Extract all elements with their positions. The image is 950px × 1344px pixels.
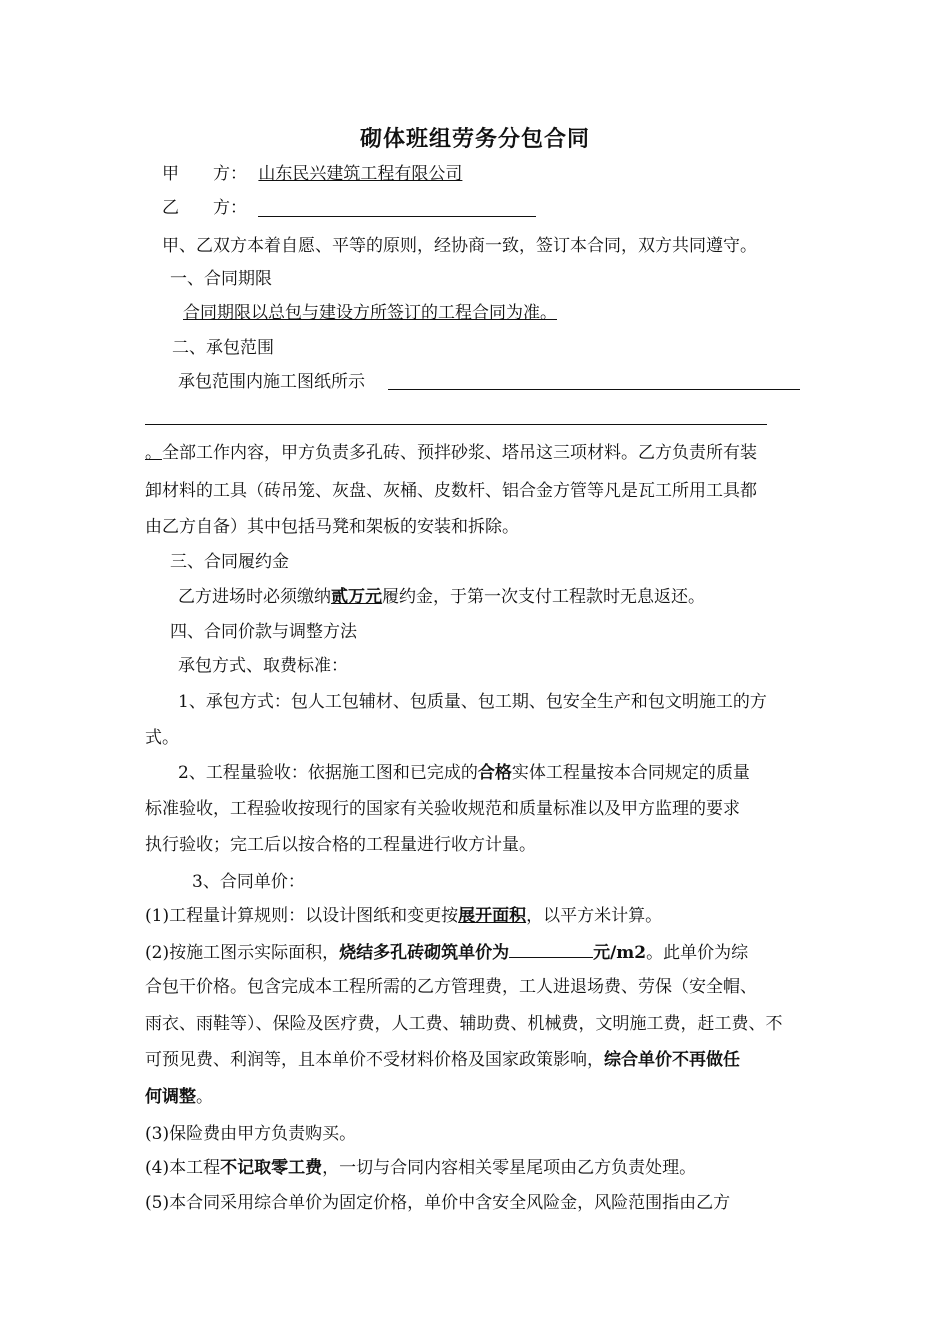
section4-heading: 四、合同价款与调整方法 [170,622,357,642]
scope-line: 承包范围内施工图纸所示 [178,372,365,392]
item2-line2: 标准验收，工程验收按现行的国家有关验收规范和质量标准以及甲方监理的要求 [145,799,740,819]
price-rule-5: (5)本合同采用综合单价为固定价格，单价中含安全风险金，风险范围指由乙方 [145,1193,731,1213]
price-rule-2-line4 [145,1048,740,1072]
term-text: 合同期限以总包与建设方所签订的工程合同为准。 [183,303,557,323]
item2-post: 实体工程量按本合同规定的质量 [511,763,750,783]
deposit-post: 履约金，于第一次支付工程款时无息返还。 [382,587,705,607]
rule1-pre: (1)工程量计算规则：以设计图纸和变更按 [145,906,459,926]
rule1-bold: 展开面积 [458,906,527,926]
rule2-bold: 烧结多孔砖砌筑单价为 [339,943,510,963]
item2-line1 [178,761,750,785]
price-rule-2-line2: 合包干价格。包含完成本工程所需的乙方管理费，工人进退场费、劳保（安全帽、 [145,977,757,997]
section1-heading: 一、合同期限 [170,269,272,289]
rule4-post: ，一切与合同内容相关零星尾项由乙方负责处理。 [322,1158,697,1178]
party-a-line [162,162,498,186]
section1-text [145,301,557,325]
section3-heading: 三、合同履约金 [170,552,289,572]
price-rule-3: (3)保险费由甲方负责购买。 [145,1124,357,1144]
unit-price-blank [509,939,593,958]
party-b-line [162,196,247,220]
item1-line2: 式。 [145,728,179,748]
scope-lead: 。 [145,443,162,463]
section2-heading: 二、承包范围 [172,338,274,358]
rule4-bold: 不记取零工费 [220,1158,323,1178]
scope-para-line1 [145,441,757,465]
price-rule-2 [145,939,748,965]
deposit-line [178,585,705,609]
rule2-pre: (2)按施工图示实际面积， [145,943,340,963]
rule1-post: ，以平方米计算。 [526,906,663,926]
price-rule-2-line5 [145,1085,213,1109]
scope-blank-1 [388,389,800,390]
scope-blank-2 [145,424,767,425]
item2-pre: 2、工程量验收：依据施工图和已完成的 [178,763,478,783]
party-b-blank [258,216,536,217]
party-b-label: 乙 方： [162,198,247,218]
scope-rest: 全部工作内容，甲方负责多孔砖、预拌砂浆、塔吊这三项材料。乙方负责所有装 [162,443,757,463]
deposit-amount: 贰万元 [331,587,382,607]
price-rule-2-line3: 雨衣、雨鞋等）、保险及医疗费，人工费、辅助费、机械费，文明施工费，赶工费、不 [145,1014,783,1034]
rule4-pre: (4)本工程 [145,1158,221,1178]
item1-line1: 1、承包方式：包人工包辅材、包质量、包工期、包安全生产和包文明施工的方 [178,692,767,712]
item3-heading: 3、合同单价： [192,872,305,892]
intro-text: 甲、乙双方本着自愿、平等的原则，经协商一致，签订本合同，双方共同遵守。 [162,236,757,256]
rule2-l5-post: 。 [196,1087,213,1107]
rule2-post: 。此单价为综 [646,943,749,963]
rule2-l5-bold: 何调整 [145,1087,196,1107]
rule2-l4-bold: 综合单价不再做任 [604,1050,740,1070]
scope-para-line2: 卸材料的工具（砖吊笼、灰盘、灰桶、皮数杆、铝合金方管等凡是瓦工所用工具都 [145,481,757,501]
item2-bold: 合格 [477,763,512,783]
party-a-name: 山东民兴建筑工程有限公司 [258,164,463,184]
rule2-l4-pre: 可预见费、利润等，且本单价不受材料价格及国家政策影响， [145,1050,604,1070]
deposit-pre: 乙方进场时必须缴纳 [178,587,331,607]
section4-sub: 承包方式、取费标准： [178,656,348,676]
party-a-label: 甲 方： [162,164,247,184]
price-rule-1 [145,904,662,928]
item2-line3: 执行验收；完工后以按合格的工程量进行收方计量。 [145,835,536,855]
price-rule-4 [145,1156,696,1180]
scope-para-line3: 由乙方自备）其中包括马凳和架板的安装和拆除。 [145,517,519,537]
rule2-unit: 元/m2 [593,943,647,963]
contract-title: 砌体班组劳务分包合同 [359,126,590,152]
